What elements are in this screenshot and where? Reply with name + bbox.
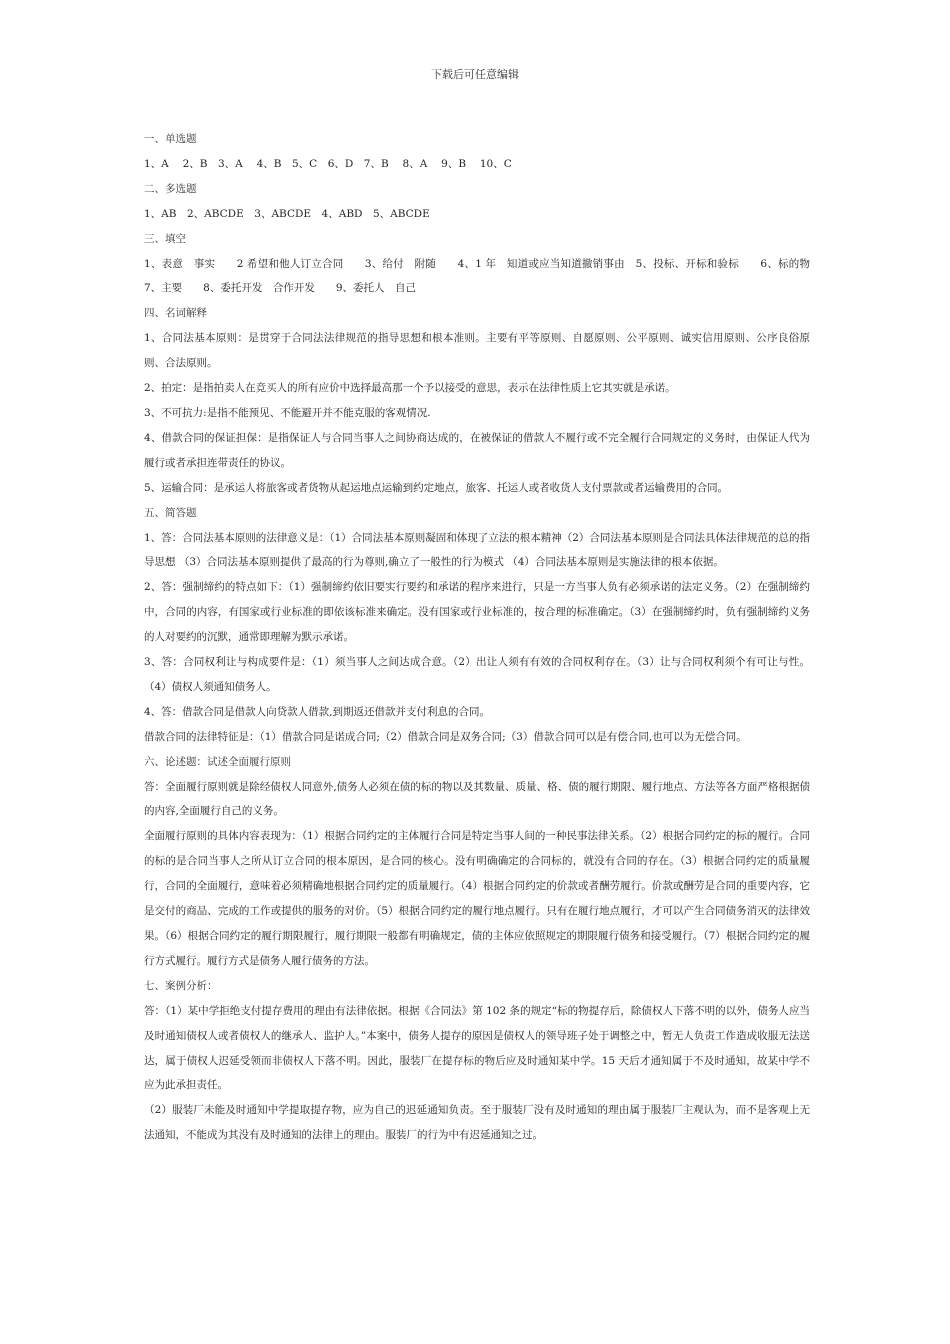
answer-paragraph: 1、答：合同法基本原则的法律意义是：（1）合同法基本原则凝固和体现了立法的根本精神（2）合同法基本原则是合同法具体法律规范的总的指导思想 （3）合同法基本原则提供了最高的行为尊则,确立了一般性的行为模式 （4）合同法基本原则是实施法律的根本依据。 <box>144 531 810 569</box>
answer-paragraph: （2）服装厂未能及时通知中学提取提存物，应为自己的迟延通知负责。至于服装厂没有及时通知的理由属于服装厂主观认为，而不是客观上无法通知，不能成为其没有及时通知的法律上的理由。服装厂的行为中有迟延通知之过。 <box>144 1104 810 1142</box>
answer-paragraph: 4、答：借款合同是借款人向贷款人借款,到期返还借款并支付利息的合同。 <box>144 705 491 718</box>
answer-paragraph: 答：全面履行原则就是除经债权人同意外,债务人必须在债的标的物以及其数量、质量、格、债的履行期限、履行地点、方法等各方面严格根据债的内容,全面履行自己的义务。 <box>144 780 810 818</box>
answer-paragraph: 2、拍定：是指拍卖人在竞买人的所有应价中选择最高那一个予以接受的意思，表示在法律性质上它其实就是承诺。 <box>144 382 676 395</box>
answer-paragraph: 借款合同的法律特征是：（1）借款合同是诺成合同;（2）借款合同是双务合同;（3）借款合同可以是有偿合同,也可以为无偿合同。 <box>144 730 747 743</box>
answer-paragraph: 3、答：合同权利让与构成要件是：（1）须当事人之间达成合意。（2）出让人须有有效的合同权利存在。（3）让与合同权利须个有可让与性。（4）债权人须通知债务人。 <box>144 656 810 693</box>
answer-paragraph: 1、表意 事实 2 希望和他人订立合同 3、给付 附随 4、1 年 知道或应当知道撤销事由 5、投标、开标和验标 6、标的物 7、主要 8、委托开发 合作开发 9、委托人 自己 <box>144 257 831 295</box>
section-heading-case-analysis: 七、案例分析： <box>144 979 218 992</box>
answer-paragraph: 5、运输合同：是承运人将旅客或者货物从起运地点运输到约定地点，旅客、托运人或者收货人支付票款或者运输费用的合同。 <box>144 481 729 494</box>
section-heading-single-choice: 一、单选题 <box>144 133 197 145</box>
section-heading-short-answer: 五、简答题 <box>144 506 197 519</box>
answer-paragraph: 答：（1）某中学拒绝支付提存费用的理由有法律依据。根据《合同法》第 102 条的规定“标的物提存后，除债权人下落不明的以外，债务人应当及时通知债权人或者债权人的继承人、监护人。”本案中，债务人提存的原因是债权人的领导班子处于调整之中，暂无人负责工作造成收服无法送达，属于债权人迟延受领而非债权人下落不明。因此，服装厂在提存标的物后应及时通知某中学。15 天后才通知属于不及时通知，故某中学不应为此承担责任。 <box>144 1004 810 1092</box>
answer-paragraph: 4、借款合同的保证担保：是指保证人与合同当事人之间协商达成的，在被保证的借款人不履行或不完全履行合同规定的义务时，由保证人代为履行或者承担连带责任的协议。 <box>144 431 810 469</box>
answer-line: 1、A 2、B 3、A 4、B 5、C 6、D 7、B 8、A 9、B 10、C <box>144 157 512 170</box>
section-heading-fill-blank: 三、填空 <box>144 232 186 245</box>
answer-paragraph: 3、不可抗力:是指不能预见、不能避开并不能克服的客观情况. <box>144 406 431 419</box>
document-body <box>144 127 831 1148</box>
answer-paragraph: 2、答：强制缔约的特点如下：（1）强制缔约依旧要实行要约和承诺的程序来进行，只是一方当事人负有必须承诺的法定义务。（2）在强制缔约中，合同的内容，有国家或行业标准的即依该标准来确定。没有国家或行业标准的，按合理的标准确定。（3）在强制缔约时，负有强制缔约义务的人对要约的沉默，通常即理解为默示承诺。 <box>144 581 810 644</box>
answer-line: 1、AB 2、ABCDE 3、ABCDE 4、ABD 5、ABCDE <box>144 207 430 220</box>
section-heading-terms: 四、名词解释 <box>144 307 207 320</box>
answer-paragraph: 全面履行原则的具体内容表现为：（1）根据合同约定的主体履行合同是特定当事人间的一种民事法律关系。（2）根据合同约定的标的履行。合同的标的是合同当事人之所从订立合同的根本原因，是合同的核心。没有明确确定的合同标的，就没有合同的存在。（3）根据合同约定的质量履行，合同的全面履行，意味着必须精确地根据合同约定的质量履行。（4）根据合同约定的价款或者酬劳履行。价款或酬劳是合同的重要内容，它是交付的商品、完成的工作或提供的服务的对价。（5）根据合同约定的履行地点履行。只有在履行地点履行，才可以产生合同债务消灭的法律效果。（6）根据合同约定的履行期限履行，履行期限一般都有明确规定，债的主体应依照规定的期限履行债务和接受履行。（7）根据合同约定的履行方式履行。履行方式是债务人履行债务的方法。 <box>144 830 810 967</box>
answer-paragraph: 1、合同法基本原则：是贯穿于合同法法律规范的指导思想和根本准则。主要有平等原则、自愿原则、公平原则、诚实信用原则、公序良俗原则、合法原则。 <box>144 332 810 370</box>
page-header: 下载后可任意编辑 <box>431 68 519 81</box>
section-heading-multiple-choice: 二、多选题 <box>144 182 197 195</box>
section-heading-essay: 六、论述题：试述全面履行原则 <box>144 755 291 768</box>
